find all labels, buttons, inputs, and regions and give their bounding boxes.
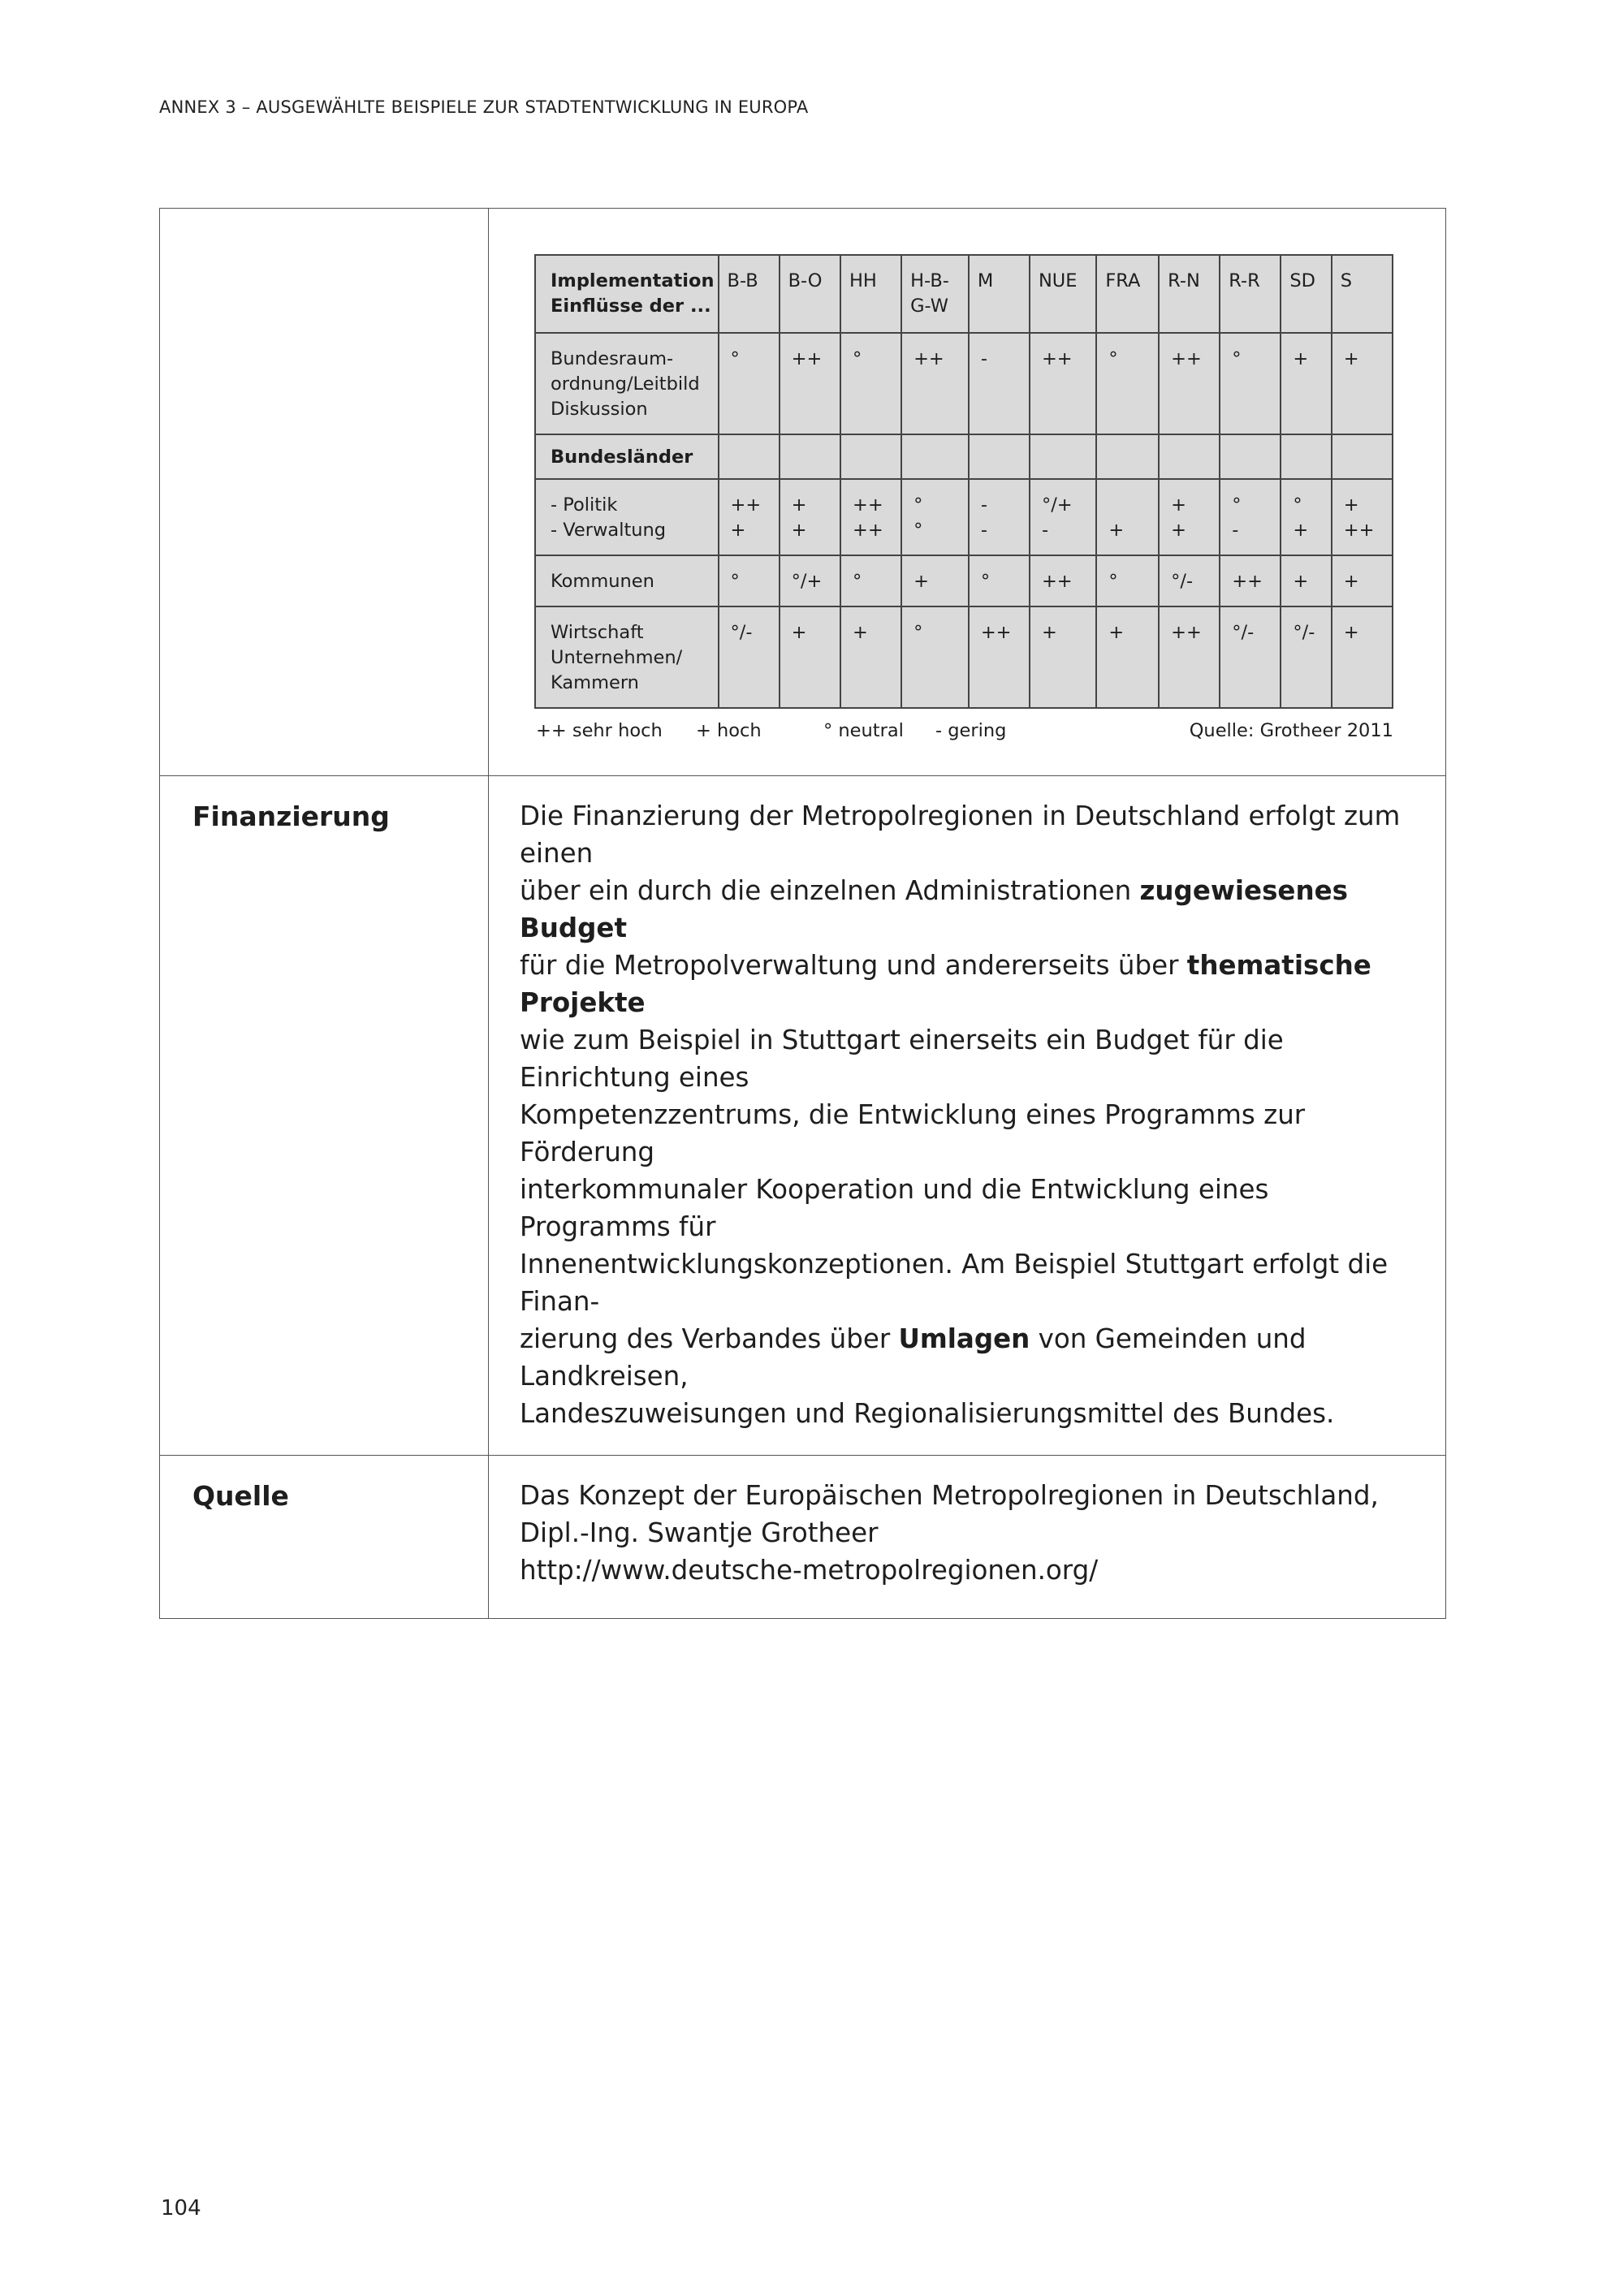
body-text: Die Finanzierung der Metropolregionen in Deutschland erfolgt zum einen [520, 801, 1401, 869]
cell-line: Bundesraum- [551, 348, 674, 369]
cell-line: Unternehmen/ [551, 647, 683, 668]
matrix-value-cell [1096, 479, 1159, 555]
cell-line: ° [1232, 494, 1242, 516]
cell-line: °/+ [1041, 494, 1073, 516]
quelle-text-cell [489, 1456, 1446, 1619]
legend-high: + hoch [696, 720, 762, 741]
matrix-value-cell [1159, 606, 1220, 708]
matrix-value-cell [780, 606, 840, 708]
matrix-row-label [535, 479, 719, 555]
matrix-column-header [1220, 255, 1281, 333]
cell-line: B-B [727, 270, 758, 291]
matrix-column-header [840, 255, 901, 333]
matrix-value-cell [840, 333, 901, 434]
body-text: zierung des Verbandes über [520, 1323, 899, 1354]
cell-line: + [1171, 494, 1187, 516]
body-text: Innenentwicklungskonzeptionen. Am Beispiel Stuttgart erfolgt die Finan- [520, 1249, 1389, 1317]
matrix-row-label [535, 606, 719, 708]
cell-line: ° [1293, 494, 1302, 516]
cell-line: + [1343, 348, 1359, 369]
cell-line: + [791, 494, 807, 516]
matrix-header-row [535, 255, 1393, 333]
matrix-value-cell [1159, 479, 1220, 555]
cell-line: ++ [730, 494, 762, 516]
matrix-value-cell [840, 606, 901, 708]
matrix-column-header [1096, 255, 1159, 333]
body-text: interkommunaler Kooperation und die Entwicklung eines Programms für [520, 1174, 1269, 1242]
cell-line: + [1171, 520, 1187, 541]
matrix-legend [534, 717, 1393, 749]
cell-line: ++ [1232, 571, 1263, 592]
cell-line: ++ [914, 348, 944, 369]
matrix-row [535, 606, 1393, 708]
matrix-value-cell [719, 434, 780, 479]
cell-line: + [1293, 571, 1309, 592]
matrix-value-cell [780, 479, 840, 555]
matrix-value-cell [1220, 606, 1281, 708]
cell-line: Bundesländer [551, 447, 693, 468]
matrix-value-cell [1332, 606, 1393, 708]
legend-low: - gering [935, 720, 1007, 741]
matrix-row [535, 434, 1393, 479]
matrix-column-header [1332, 255, 1393, 333]
matrix-value-cell [719, 479, 780, 555]
quelle-line: Das Konzept der Europäischen Metropolregionen in Deutschland, [520, 1480, 1379, 1511]
matrix-value-cell [901, 434, 969, 479]
matrix-value-cell [719, 555, 780, 606]
matrix-value-cell [969, 555, 1030, 606]
matrix-value-cell [1220, 479, 1281, 555]
cell-line: ° [852, 571, 862, 592]
body-text: von Gemeinden und Landkreisen, [520, 1323, 1307, 1392]
body-text: Landeszuweisungen und Regionalisierungsmittel des Bundes. [520, 1398, 1335, 1429]
matrix-value-cell [1159, 555, 1220, 606]
matrix-corner-cell [535, 255, 719, 333]
cell-line: ++ [791, 348, 823, 369]
body-text: wie zum Beispiel in Stuttgart einerseits ein Budget für die Einrichtung eines [520, 1025, 1284, 1093]
cell-line: + [730, 520, 746, 541]
body-text: über ein durch die einzelnen Administrationen [520, 875, 1140, 906]
cell-line: ° [1232, 348, 1242, 369]
matrix-value-cell [901, 555, 969, 606]
matrix-value-cell [1220, 333, 1281, 434]
matrix-value-cell [969, 606, 1030, 708]
cell-line: Einflüsse der ... [551, 296, 711, 317]
cell-line: + [791, 622, 807, 643]
matrix-row-label [535, 434, 719, 479]
matrix-value-cell [719, 333, 780, 434]
matrix-column-header [1281, 255, 1331, 333]
cell-line: °/- [1171, 571, 1194, 592]
cell-line: B-O [788, 270, 823, 291]
matrix-value-cell [901, 606, 969, 708]
emphasis-text: Umlagen [898, 1323, 1030, 1354]
body-text: für die Metropolverwaltung und andererseits über [520, 950, 1187, 981]
matrix-value-cell [1281, 606, 1331, 708]
matrix-value-cell [1159, 434, 1220, 479]
legend-very-high: ++ sehr hoch [536, 720, 663, 741]
cell-line: - [980, 494, 987, 516]
cell-line: + [1293, 520, 1309, 541]
matrix-value-cell [840, 555, 901, 606]
matrix-value-cell [1159, 333, 1220, 434]
legend-neutral: ° neutral [823, 720, 904, 741]
cell-line: G-W [910, 296, 948, 317]
cell-line: °/+ [791, 571, 823, 592]
cell-line: ° [1108, 571, 1118, 592]
cell-line: ordnung/Leitbild [551, 373, 700, 395]
cell-line: SD [1289, 270, 1315, 291]
cell-line: - [980, 348, 987, 369]
legend-source: Quelle: Grotheer 2011 [1189, 720, 1393, 741]
quelle-label: Quelle [192, 1480, 289, 1512]
matrix-column-header [719, 255, 780, 333]
empty-label-cell [160, 209, 489, 776]
cell-line: + [1041, 622, 1057, 643]
cell-line: R-N [1168, 270, 1200, 291]
cell-line: + [1293, 348, 1309, 369]
cell-line: + [852, 622, 868, 643]
cell-line: + [1108, 622, 1125, 643]
cell-line: ++ [980, 622, 1012, 643]
matrix-value-cell [1030, 479, 1096, 555]
matrix-column-header [969, 255, 1030, 333]
cell-line: NUE [1038, 270, 1078, 291]
matrix-row [535, 333, 1393, 434]
emphasis-text: zugewiesenes Budget [520, 875, 1348, 943]
matrix-value-cell [780, 555, 840, 606]
matrix-value-cell [901, 333, 969, 434]
cell-line: ° [852, 348, 862, 369]
matrix-column-header [1030, 255, 1096, 333]
quelle-label-cell [160, 1456, 489, 1619]
page-number: 104 [161, 2196, 201, 2220]
emphasis-text: thematische Projekte [520, 950, 1371, 1018]
cell-line: Diskussion [551, 399, 648, 420]
cell-line: ++ [852, 494, 883, 516]
matrix-value-cell [1332, 479, 1393, 555]
body-text: Kompetenzzentrums, die Entwicklung eines Programms zur Förderung [520, 1099, 1306, 1167]
quelle-row [160, 1456, 1446, 1619]
matrix-row-label [535, 333, 719, 434]
matrix-row-label [535, 555, 719, 606]
cell-line: FRA [1105, 270, 1141, 291]
matrix-value-cell [1096, 434, 1159, 479]
matrix-value-cell [1096, 333, 1159, 434]
finanzierung-label-cell [160, 776, 489, 1456]
cell-line: ° [730, 348, 740, 369]
cell-line: ° [914, 622, 923, 643]
finanzierung-row [160, 776, 1446, 1456]
matrix-cell [489, 209, 1446, 776]
finanzierung-label: Finanzierung [192, 801, 390, 832]
quelle-text [489, 1456, 1445, 1618]
cell-line: S [1340, 270, 1353, 291]
matrix-value-cell [1332, 555, 1393, 606]
cell-line: °/- [730, 622, 753, 643]
cell-line: ° [1108, 348, 1118, 369]
matrix-value-cell [1332, 434, 1393, 479]
cell-line: R-R [1229, 270, 1260, 291]
cell-line: + [1343, 494, 1359, 516]
matrix-value-cell [1096, 606, 1159, 708]
matrix-column-header [901, 255, 969, 333]
cell-line: ++ [1041, 571, 1073, 592]
finanzierung-text-cell [489, 776, 1446, 1456]
matrix-value-cell [1030, 434, 1096, 479]
content-table [159, 208, 1446, 1619]
matrix-value-cell [901, 479, 969, 555]
cell-line: + [1343, 622, 1359, 643]
matrix-value-cell [969, 479, 1030, 555]
cell-line: + [791, 520, 807, 541]
cell-line: ° [730, 571, 740, 592]
cell-line: + [1343, 571, 1359, 592]
finanzierung-text [489, 776, 1445, 1455]
matrix-value-cell [969, 333, 1030, 434]
matrix-value-cell [840, 434, 901, 479]
cell-line: - [1041, 520, 1049, 541]
matrix-row [160, 209, 1446, 776]
cell-line: °/- [1232, 622, 1255, 643]
cell-line: H-B- [910, 270, 949, 291]
matrix-value-cell [1030, 606, 1096, 708]
matrix-value-cell [1220, 434, 1281, 479]
cell-line: ° [914, 494, 923, 516]
cell-line: + [914, 571, 929, 592]
influence-matrix [534, 254, 1393, 709]
cell-line: ° [980, 571, 991, 592]
matrix-value-cell [969, 434, 1030, 479]
matrix-value-cell [1332, 333, 1393, 434]
matrix-value-cell [1096, 555, 1159, 606]
matrix-value-cell [780, 333, 840, 434]
cell-line: - Politik [551, 494, 618, 516]
matrix-value-cell [1220, 555, 1281, 606]
matrix-column-header [1159, 255, 1220, 333]
cell-line: - Verwaltung [551, 520, 667, 541]
cell-line: HH [849, 270, 877, 291]
matrix-value-cell [1281, 479, 1331, 555]
matrix-value-cell [1281, 434, 1331, 479]
cell-line: Implementation [551, 270, 715, 291]
quelle-line: Dipl.-Ing. Swantje Grotheer [520, 1517, 879, 1548]
cell-line: M [977, 270, 994, 291]
running-header: ANNEX 3 – AUSGEWÄHLTE BEISPIELE ZUR STADTENTWICKLUNG IN EUROPA [159, 97, 809, 117]
matrix-value-cell [1030, 333, 1096, 434]
quelle-url: http://www.deutsche-metropolregionen.org/ [520, 1555, 1099, 1586]
cell-line: ++ [1041, 348, 1073, 369]
cell-line: ++ [1171, 348, 1202, 369]
cell-line: ++ [852, 520, 883, 541]
cell-line: ++ [1343, 520, 1375, 541]
cell-line: Kommunen [551, 571, 654, 592]
matrix-column-header [780, 255, 840, 333]
cell-line: Kammern [551, 672, 639, 693]
cell-line: Wirtschaft [551, 622, 644, 643]
cell-line: + [1108, 520, 1125, 541]
cell-line: ++ [1171, 622, 1202, 643]
cell-line: °/- [1293, 622, 1315, 643]
cell-line: - [980, 520, 987, 541]
matrix-value-cell [1030, 555, 1096, 606]
matrix-row [535, 479, 1393, 555]
matrix-value-cell [840, 479, 901, 555]
matrix-value-cell [1281, 555, 1331, 606]
matrix-value-cell [719, 606, 780, 708]
matrix-value-cell [780, 434, 840, 479]
cell-line: - [1232, 520, 1239, 541]
matrix-row [535, 555, 1393, 606]
matrix-value-cell [1281, 333, 1331, 434]
cell-line: ° [914, 520, 923, 541]
